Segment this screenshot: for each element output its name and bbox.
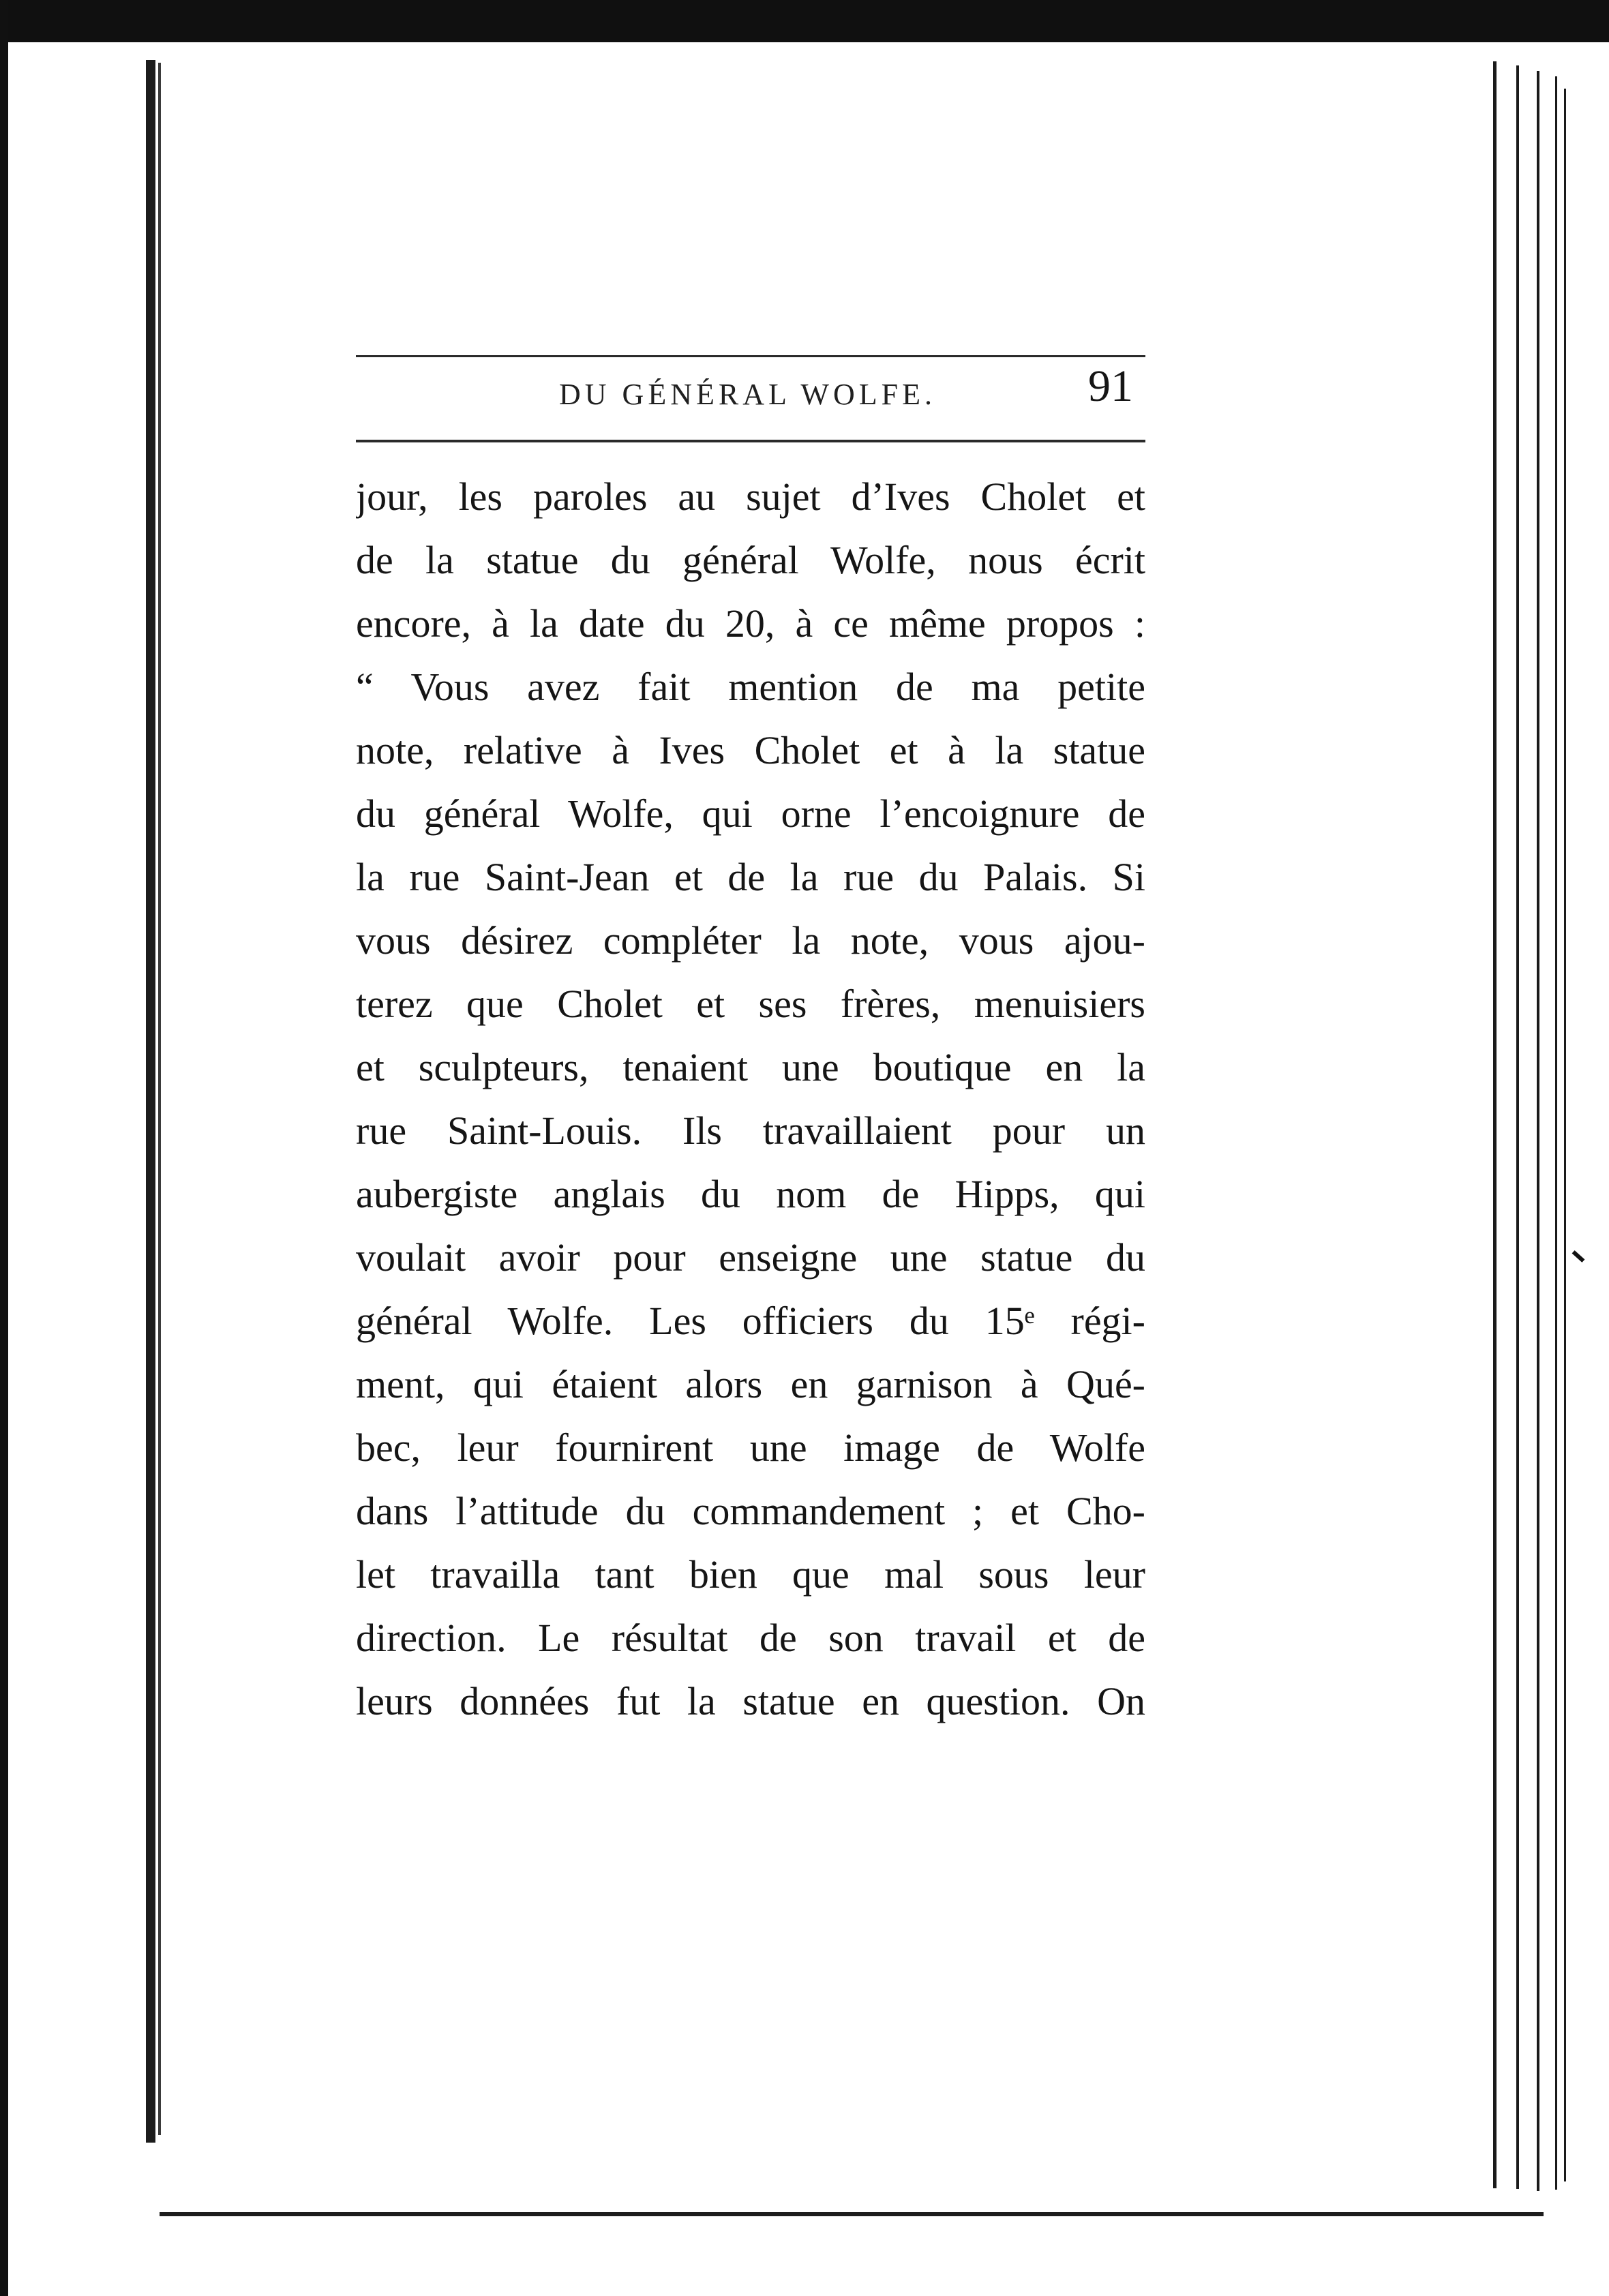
body-text bbox=[356, 465, 1145, 1733]
text-line: bec, leur fournirent une image de Wolfe bbox=[356, 1425, 1145, 1470]
page-edge-stack bbox=[1493, 61, 1497, 2188]
text-line: let travailla tant bien que mal sous leur bbox=[356, 1552, 1145, 1597]
text-line: général Wolfe. Les officiers du 15ᵉ régi- bbox=[356, 1299, 1145, 1343]
text-line: direction. Le résultat de son travail et de bbox=[356, 1616, 1145, 1660]
text-line: “ Vous avez fait mention de ma petite bbox=[356, 665, 1145, 709]
text-line: leurs données fut la statue en question. On bbox=[356, 1679, 1145, 1723]
running-head-bottom-rule bbox=[356, 440, 1145, 442]
text-line: de la statue du général Wolfe, nous écrit bbox=[356, 538, 1145, 582]
scan-mark bbox=[1572, 1250, 1585, 1263]
text-line: ment, qui étaient alors en garnison à Qué- bbox=[356, 1362, 1145, 1406]
book-gutter-shadow bbox=[146, 60, 155, 2143]
page-number: 91 bbox=[1088, 361, 1133, 411]
text-line: et sculpteurs, tenaient une boutique en la bbox=[356, 1045, 1145, 1089]
text-line: rue Saint-Louis. Ils travaillaient pour un bbox=[356, 1108, 1145, 1153]
text-line: jour, les paroles au sujet d’Ives Cholet et bbox=[356, 474, 1145, 519]
text-line: dans l’attitude du commandement ; et Cho- bbox=[356, 1489, 1145, 1533]
text-line: la rue Saint-Jean et de la rue du Palais. Si bbox=[356, 855, 1145, 899]
scan-bottom-edge bbox=[160, 2212, 1544, 2216]
text-line: encore, à la date du 20, à ce même propos : bbox=[356, 601, 1145, 646]
page-edge-stack bbox=[1564, 89, 1566, 2181]
scan-top-edge bbox=[0, 0, 1609, 42]
page-edge-stack bbox=[1516, 65, 1519, 2189]
text-line: voulait avoir pour enseigne une statue du bbox=[356, 1235, 1145, 1280]
text-line: aubergiste anglais du nom de Hipps, qui bbox=[356, 1172, 1145, 1216]
text-line: terez que Cholet et ses frères, menuisiers bbox=[356, 982, 1145, 1026]
text-line: du général Wolfe, qui orne l’encoignure de bbox=[356, 791, 1145, 836]
book-gutter-line bbox=[158, 63, 161, 2135]
page-edge-stack bbox=[1537, 71, 1539, 2191]
text-line: note, relative à Ives Cholet et à la statue bbox=[356, 728, 1145, 772]
scan-left-edge bbox=[0, 0, 8, 2296]
page-edge-stack bbox=[1555, 76, 1557, 2190]
text-line: vous désirez compléter la note, vous ajou- bbox=[356, 918, 1145, 963]
running-head-top-rule bbox=[356, 355, 1145, 357]
running-head: DU GÉNÉRAL WOLFE. bbox=[559, 378, 936, 411]
